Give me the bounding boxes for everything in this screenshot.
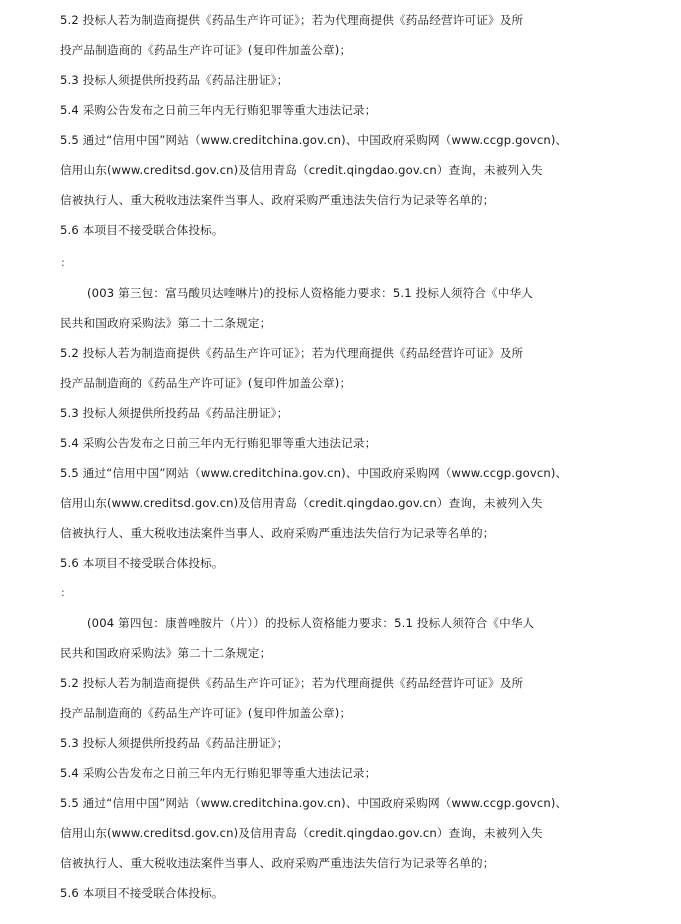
paragraph-line: 民共和国政府采购法》第二十二条规定； xyxy=(60,646,272,660)
paragraph-line: 5.2 投标人若为制造商提供《药品生产许可证》；若为代理商提供《药品经营许可证》及所 xyxy=(60,346,524,360)
paragraph-line: 信用山东(www.creditsd.gov.cn)及信用青岛（credit.qingdao.gov.cn）查询，未被列入失 xyxy=(60,496,543,510)
paragraph-line: 信用山东(www.creditsd.gov.cn)及信用青岛（credit.qingdao.gov.cn）查询，未被列入失 xyxy=(60,826,543,840)
paragraph-line: 信用山东(www.creditsd.gov.cn)及信用青岛（credit.qingdao.gov.cn）查询，未被列入失 xyxy=(60,163,543,177)
paragraph-line: (004 第四包：康普唑胺片（片））的投标人资格能力要求：5.1 投标人须符合《中华人 xyxy=(87,616,535,630)
paragraph-line: 5.3 投标人须提供所投药品《药品注册证》； xyxy=(60,406,289,420)
paragraph-line: (003 第三包：富马酸贝达喹啉片)的投标人资格能力要求：5.1 投标人须符合《中华人 xyxy=(87,286,534,300)
paragraph-line: 信被执行人、重大税收违法案件当事人、政府采购严重违法失信行为记录等名单的； xyxy=(60,526,495,540)
paragraph-line: 5.6 本项目不接受联合体投标。 xyxy=(60,886,224,900)
paragraph-line: 5.5 通过“信用中国”网站（www.creditchina.gov.cn)、中国政府采购网（www.ccgp.govcn)、 xyxy=(60,133,568,147)
paragraph-line: 5.5 通过“信用中国”网站（www.creditchina.gov.cn)、中国政府采购网（www.ccgp.govcn)、 xyxy=(60,466,568,480)
paragraph-line: 5.5 通过“信用中国”网站（www.creditchina.gov.cn)、中国政府采购网（www.ccgp.govcn)、 xyxy=(60,796,568,810)
paragraph-line: 5.4 采购公告发布之日前三年内无行贿犯罪等重大违法记录； xyxy=(60,436,377,450)
paragraph-line: 5.6 本项目不接受联合体投标。 xyxy=(60,223,224,237)
paragraph-line: 信被执行人、重大税收违法案件当事人、政府采购严重违法失信行为记录等名单的； xyxy=(60,193,495,207)
paragraph-line: 5.2 投标人若为制造商提供《药品生产许可证》；若为代理商提供《药品经营许可证》及所 xyxy=(60,676,524,690)
paragraph-line: 5.6 本项目不接受联合体投标。 xyxy=(60,556,224,570)
section-separator: : xyxy=(61,256,65,269)
section-separator: : xyxy=(61,586,65,599)
paragraph-line: 投产品制造商的《药品生产许可证》(复印件加盖公章)； xyxy=(60,376,352,390)
paragraph-line: 5.4 采购公告发布之日前三年内无行贿犯罪等重大违法记录； xyxy=(60,766,377,780)
paragraph-line: 5.3 投标人须提供所投药品《药品注册证》； xyxy=(60,736,289,750)
paragraph-line: 5.4 采购公告发布之日前三年内无行贿犯罪等重大违法记录； xyxy=(60,103,377,117)
paragraph-line: 信被执行人、重大税收违法案件当事人、政府采购严重违法失信行为记录等名单的； xyxy=(60,856,495,870)
paragraph-line: 5.3 投标人须提供所投药品《药品注册证》； xyxy=(60,73,289,87)
paragraph-line: 5.2 投标人若为制造商提供《药品生产许可证》；若为代理商提供《药品经营许可证》及所 xyxy=(60,13,524,27)
paragraph-line: 投产品制造商的《药品生产许可证》(复印件加盖公章)； xyxy=(60,706,352,720)
paragraph-line: 投产品制造商的《药品生产许可证》(复印件加盖公章)； xyxy=(60,43,352,57)
paragraph-line: 民共和国政府采购法》第二十二条规定； xyxy=(60,316,272,330)
